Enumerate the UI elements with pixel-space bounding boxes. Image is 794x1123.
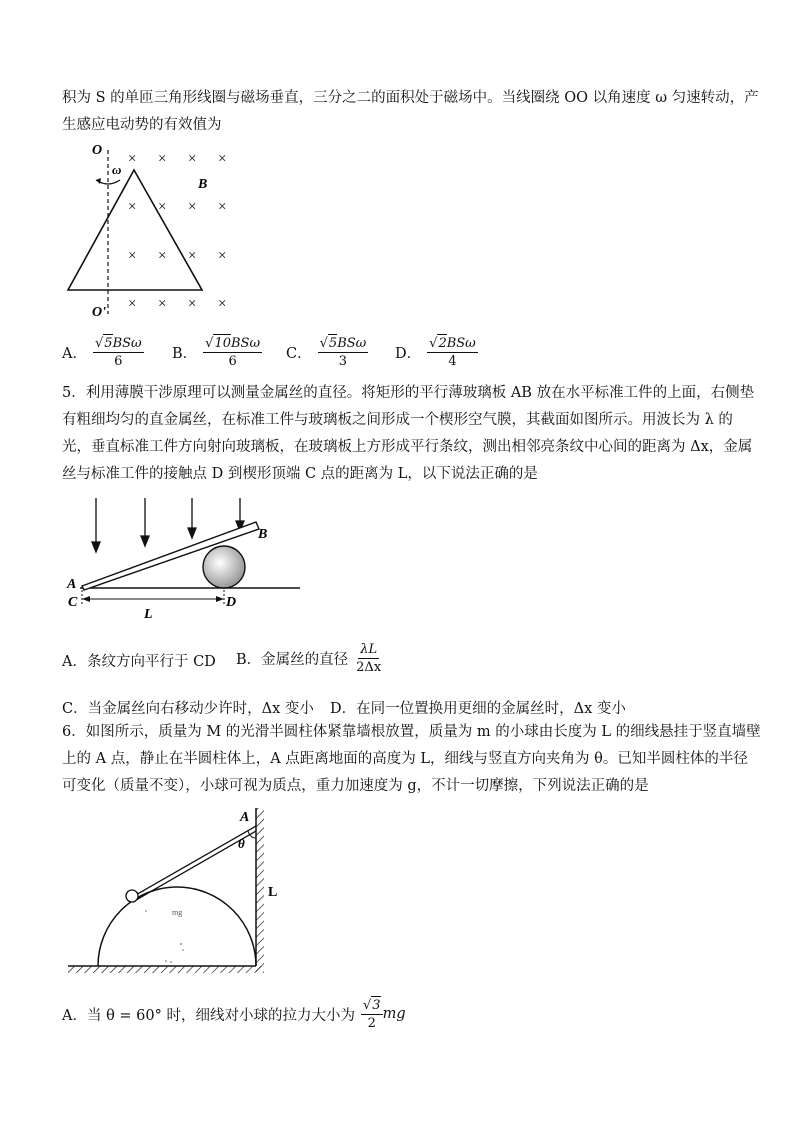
field-cross: × [218,199,227,215]
option-fraction: $\frac{\text{√2BSω}}{4}$ [429,336,476,369]
label-A: A [240,810,250,825]
triangle-coil [68,170,202,290]
q4-option-d[interactable] [395,334,478,370]
option-fraction: $\frac{\lambda L}{2\Delta x}$ [356,642,382,675]
q4-text-line-2: 生感应电动势的有效值为 [62,117,222,133]
field-cross: × [158,199,167,215]
omega-label: ω [112,162,122,177]
q6-text-line-1: 6．如图所示，质量为 M 的光滑半圆柱体紧靠墙根放置，质量为 m 的小球由长度为 L 的细线悬挂于竖直墙壁 [62,724,761,740]
option-fraction: $\frac{\text{√5BSω}}{6}$ [94,336,142,369]
field-cross: × [158,151,167,167]
axis-O-top-label: O [92,143,103,158]
option-fraction: $\frac{\text{√5BSω}}{3}$ [319,336,367,369]
field-B-label: B [198,177,208,192]
incident-light-arrows [92,498,244,552]
q4-text-line-1: 积为 S 的单匝三角形线圈与磁场垂直，三分之二的面积处于磁场中。当线圈绕 OO 以角速度 ω 匀速转动，产 [62,90,759,106]
q4-triangle-coil-figure [60,136,250,326]
label-L: L [144,607,153,622]
q6-text-line-3: 可变化（质量不变），小球可视为质点，重力加速度为 g，不计一切摩擦，下列说法正确的是 [62,778,649,794]
axis-O-bottom-label: O' [92,305,106,320]
field-cross: × [218,248,227,264]
field-cross: × [128,296,137,312]
q4-option-b[interactable] [172,334,262,370]
q5-option-c[interactable]: C．当金属丝向右移动少许时，Δx 变小 [62,701,314,717]
option-letter: C． [286,345,312,362]
field-cross: × [128,248,137,264]
field-cross: × [188,296,197,312]
q5-text-line-2: 有粗细均匀的直金属丝，在标准工件与玻璃板之间形成一个楔形空气膜，其截面如图所示。用波长为 λ 的 [62,412,733,428]
option-fraction: $\frac{√3}{2}$ [363,998,381,1031]
q6-option-a[interactable]: A．当 θ = 60° 时，细线对小球的拉力大小为 $\frac{√3}{2}$ mg [62,998,406,1031]
q4-option-c[interactable] [286,334,368,370]
faint-marks [145,910,184,963]
small-ball [126,890,138,902]
field-cross: × [218,151,227,167]
q5-wedge-interference-figure [60,492,310,624]
label-L: L [268,885,278,900]
q6-text-line-2: 上的 A 点，静止在半圆柱体上，A 点距离地面的高度为 L，细线与竖直方向夹角为 θ。已知半圆柱体的半径 [62,751,748,767]
metal-wire-cross-section [203,546,245,588]
field-cross: × [128,199,137,215]
field-cross: × [188,151,197,167]
q5-option-d[interactable]: D．在同一位置换用更细的金属丝时，Δx 变小 [330,701,626,717]
field-cross: × [158,296,167,312]
field-cross: × [128,151,137,167]
q4-option-a[interactable] [62,334,144,370]
label-theta: θ [238,836,245,851]
option-letter: D． [395,345,422,362]
field-cross: × [158,248,167,264]
q5-option-b[interactable]: B．金属丝的直径 $\frac{\lambda L}{2\Delta x}$ [236,642,382,675]
magnetic-field-crosses [128,151,226,312]
q5-text-line-3: 光，垂直标准工件方向射向玻璃板，在玻璃板上方形成平行条纹，测出相邻亮条纹中心间的距离为 Δx，金属 [62,439,753,455]
label-D: D [226,595,237,610]
label-A: A [67,577,77,592]
label-B: B [258,527,268,542]
label-mg: mg [172,908,183,917]
option-fraction: $\frac{\text{√10BSω}}{6}$ [205,336,261,369]
q5-text-line-4: 丝与标准工件的接触点 D 到楔形顶端 C 点的距离为 L，以下说法正确的是 [62,466,538,482]
ground-hatching [68,966,262,973]
wall-hatching [256,808,264,973]
q6-half-cylinder-figure [62,800,282,982]
q5-option-a[interactable]: A．条纹方向平行于 CD [62,654,216,670]
field-cross: × [218,296,227,312]
field-cross: × [188,248,197,264]
option-letter: A． [62,345,87,362]
option-letter: B． [172,345,198,362]
field-cross: × [188,199,197,215]
half-cylinder [98,887,256,966]
q5-text-line-1: 5．利用薄膜干涉原理可以测量金属丝的直径。将矩形的平行薄玻璃板 AB 放在水平标准工件的上面，右侧垫 [62,385,755,401]
label-C: C [68,595,78,610]
